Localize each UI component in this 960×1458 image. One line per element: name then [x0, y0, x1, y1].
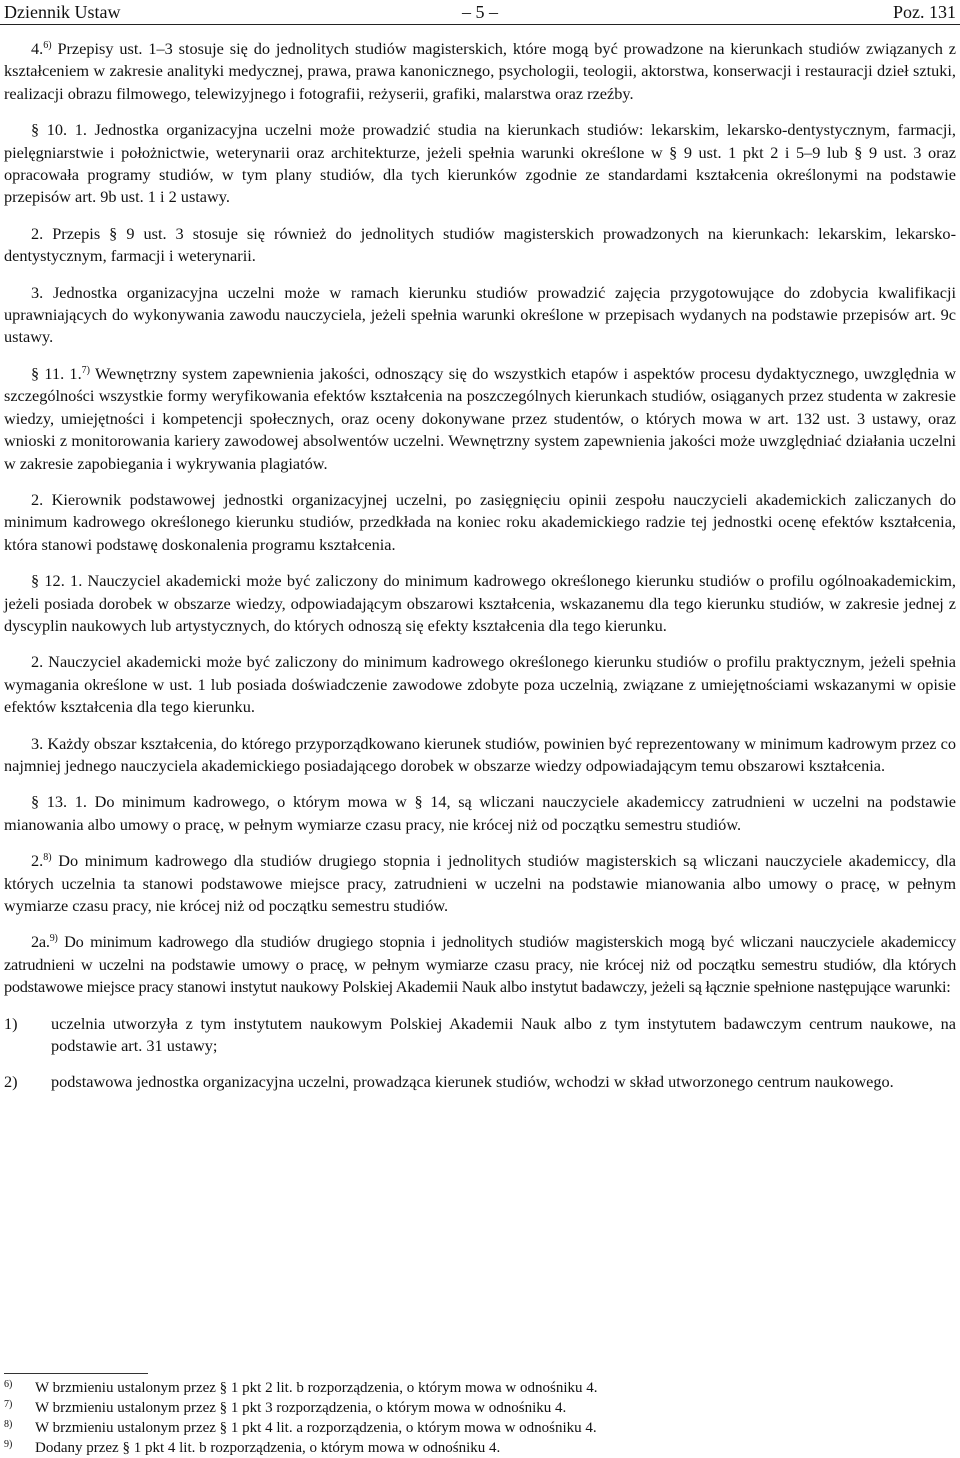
- footnote-ref: 9): [49, 933, 58, 945]
- section-12-para-3: 3. Każdy obszar kształcenia, do którego przyporządkowano kierunek studiów, powinien być reprezentowany w minimum kadrowym przez co najmniej jednego nauczyciela akademickiego posiadającego dorobek w obszarze wiedzy odpowiadającym temu obszarowi kształcenia.: [4, 733, 956, 775]
- footnote: [4, 1418, 956, 1438]
- paragraph-number: 2a.: [31, 932, 50, 952]
- footnote: [4, 1398, 956, 1418]
- footnote-ref: 7): [81, 364, 90, 376]
- document-body: [4, 38, 956, 1108]
- footnote-text: W brzmieniu ustalonym przez § 1 pkt 2 lit. b rozporządzenia, o którym mowa w odnośniku 4.: [35, 1380, 598, 1396]
- list-marker: 2): [4, 1072, 18, 1092]
- footnote: [4, 1378, 956, 1398]
- paragraph-number: 4.: [31, 39, 44, 58]
- paragraph-text: Przepisy ust. 1–3 stosuje się do jednolitych studiów magisterskich, które mogą być prowadzone na kierunkach studiów związanych z kształceniem w zakresie analityki medycznej, prawa, prawa kanonicznego, psychologii, teologii, aktorstwa, konserwacji i restauracji dzieł sztuki, realizacji obrazu filmowego, telewizyjnego i fotografii, reżyserii, grafiki, malarstwa oraz rzeźby.: [4, 39, 956, 103]
- section-10-para-1: § 10. 1. Jednostka organizacyjna uczelni może prowadzić studia na kierunkach studiów: lekarskim, lekarsko-dentystycznym, farmacji, pielęgniarstwie i położnictwie, weterynarii oraz architekturze, jeżeli spełnia warunki określone w § 9 ust. 1 pkt 2 i 5–9 lub § 9 ust. 3 oraz opracowała programy studiów, w tym plany studiów, dla tych kierunków zgodnie ze standardami kształcenia określonymi na podstawie przepisów art. 9b ust. 1 i 2 ustawy.: [4, 120, 956, 207]
- list-item: [4, 1013, 956, 1058]
- section-11-para-1: [4, 363, 956, 475]
- footnote-ref: 6): [43, 40, 52, 51]
- paragraph-text: Do minimum kadrowego dla studiów drugiego stopnia i jednolitych studiów magisterskich mogą być wliczani nauczyciele akademiccy zatrudnieni w uczelni na podstawie umowy o pracę, w pełnym wymiarze czasu pracy, nie krócej niż od początku semestru studiów, dla których podstawowe miejsce pracy stanowi instytut naukowy Polskiej Akademii Nauk albo instytut badawczy, jeżeli są łącznie spełnione następujące warunki:: [4, 932, 956, 997]
- footnote-mark: 6): [4, 1379, 13, 1390]
- footnote: [4, 1438, 956, 1458]
- footnote-ref: 8): [43, 852, 52, 864]
- list-item-text: uczelnia utworzyła z tym instytutem naukowym Polskiej Akademii Nauk albo z tym instytutem badawczym centrum naukowe, na podstawie art. 31 ustawy;: [51, 1013, 956, 1056]
- footnote-text: Dodany przez § 1 pkt 4 lit. b rozporządzenia, o którym mowa w odnośniku 4.: [35, 1440, 501, 1456]
- paragraph-text: Wewnętrzny system zapewnienia jakości, odnoszący się do wszystkich etapów i aspektów procesu dydaktycznego, uwzględnia w szczególności wszystkie formy weryfikowania efektów kształcenia na poszczególnych kierunkach studiów, osiąganych przez studenta w zakresie wiedzy, umiejętności i kompetencji społecznych, oraz oceny dokonywane przez studentów, o których mowa w art. 132 ust. 3 ustawy, oraz wnioski z monitorowania kariery zawodowej absolwentów uczelni. Wewnętrzny system zapewnienia jakości może uwzględniać działania uczelni w zakresie zapobiegania i wykrywania plagiatów.: [4, 363, 956, 473]
- list-item-text: podstawowa jednostka organizacyjna uczelni, prowadząca kierunek studiów, wchodzi w skład utworzonego centrum naukowego.: [51, 1072, 894, 1092]
- list-marker: 1): [4, 1013, 18, 1033]
- footnote-divider: [4, 1373, 148, 1374]
- section-13-para-2a: [4, 931, 956, 998]
- page-header: [0, 0, 960, 25]
- footnote-mark: 9): [4, 1439, 13, 1450]
- footnote-mark: 8): [4, 1419, 13, 1430]
- section-11-para-2: 2. Kierownik podstawowej jednostki organizacyjnej uczelni, po zasięgnięciu opinii zespołu nauczycieli akademickich zaliczanych do minimum kadrowego określonego kierunku studiów, przedkłada na koniec roku akademickiego radzie tej jednostki ocenę efektów kształcenia, która stanowi podstawę doskonalenia programu kształcenia.: [4, 489, 956, 554]
- paragraph-number: § 11. 1.: [31, 363, 82, 383]
- footnote-mark: 7): [4, 1399, 13, 1410]
- footnote-text: W brzmieniu ustalonym przez § 1 pkt 3 rozporządzenia, o którym mowa w odnośniku 4.: [35, 1400, 567, 1416]
- paragraph-text: Do minimum kadrowego dla studiów drugiego stopnia i jednolitych studiów magisterskich są wliczani nauczyciele akademiccy, dla których uczelnia ta stanowi podstawowe miejsce pracy, zatrudnieni w uczelni na podstawie mianowania albo umowy o pracę, w pełnym wymiarze czasu pracy, nie krócej niż od początku semestru studiów.: [4, 851, 956, 915]
- section-13-para-2: [4, 850, 956, 917]
- journal-title: Dziennik Ustaw: [4, 2, 121, 22]
- section-12-para-1: § 12. 1. Nauczyciel akademicki może być zaliczony do minimum kadrowego określonego kierunku studiów o profilu ogólnoakademickim, jeżeli posiada dorobek w obszarze wiedzy, odpowiadającym obszarowi kształcenia, wskazanemu dla tego kierunku studiów, w zakresie jednej z dyscyplin naukowych lub artystycznych, do których odnoszą się efekty kształcenia dla tego kierunku.: [4, 571, 956, 635]
- section-10-para-3: 3. Jednostka organizacyjna uczelni może w ramach kierunku studiów prowadzić zajęcia przygotowujące do zdobycia kwalifikacji uprawniających do wykonywania zawodu nauczyciela, jeżeli spełnia warunki określone w przepisach wydanych na podstawie przepisów art. 9c ustawy.: [4, 282, 956, 347]
- paragraph-4: [4, 38, 956, 105]
- section-12-para-2: 2. Nauczyciel akademicki może być zaliczony do minimum kadrowego określonego kierunku studiów o profilu praktycznym, jeżeli spełnia wymagania określone w ust. 1 lub posiada doświadczenie zawodowe zdobyte poza uczelnią, związane z umiejętnościami wskazanymi w opisie efektów kształcenia dla tego kierunku.: [4, 652, 956, 717]
- position-number: Poz. 131: [893, 2, 956, 22]
- footnotes: [4, 1378, 956, 1458]
- list-item: [4, 1071, 956, 1093]
- section-13-para-1: § 13. 1. Do minimum kadrowego, o którym mowa w § 14, są wliczani nauczyciele akademiccy zatrudnieni w uczelni na podstawie mianowania albo umowy o pracę, w pełnym wymiarze czasu pracy, nie krócej niż od początku semestru studiów.: [4, 792, 956, 834]
- footnote-text: W brzmieniu ustalonym przez § 1 pkt 4 lit. a rozporządzenia, o którym mowa w odnośniku 4.: [35, 1420, 597, 1436]
- section-10-para-2: 2. Przepis § 9 ust. 3 stosuje się również do jednolitych studiów magisterskich prowadzonych na kierunkach: lekarskim, lekarsko-dentystycznym, farmacji i weterynarii.: [4, 223, 956, 266]
- page-number: – 5 –: [462, 2, 498, 22]
- paragraph-number: 2.: [31, 851, 44, 871]
